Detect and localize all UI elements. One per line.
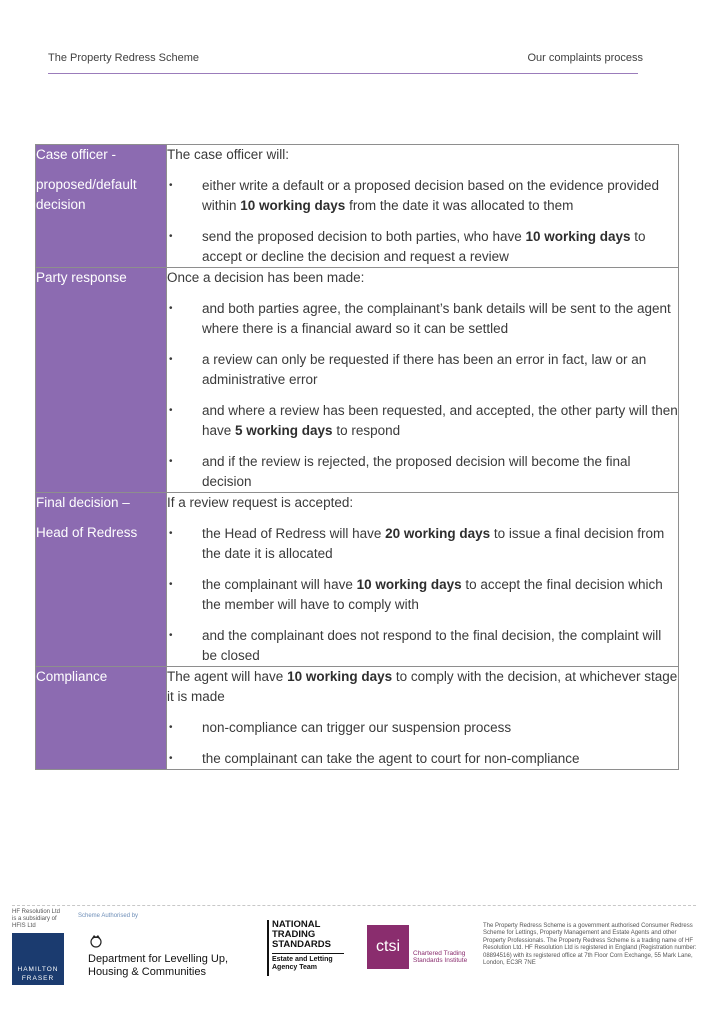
detail-bullet-list: [167, 176, 678, 267]
hf-note-line: HFIS Ltd: [12, 923, 36, 929]
bullet-icon: •: [169, 753, 173, 764]
list-item: [167, 626, 678, 666]
body-text: the Head of Redress will have: [202, 526, 386, 541]
process-row: [36, 145, 679, 268]
body-text: and both parties agree, the complainant’s bank details will be sent to the agent where there is a financial award so it can be settled: [202, 301, 671, 336]
detail-intro: Once a decision has been made:: [167, 270, 365, 285]
bullet-icon: •: [169, 456, 173, 467]
emphasis-text: 20 working days: [385, 526, 491, 541]
list-item: [167, 227, 678, 267]
footer-divider: [12, 905, 696, 906]
list-item: [167, 452, 678, 492]
bullet-icon: •: [169, 354, 173, 365]
section-title: Our complaints process: [527, 52, 643, 64]
stage-label: [36, 667, 167, 770]
complaints-process-table: [35, 144, 679, 770]
stage-label-line: proposed/default decision: [36, 177, 137, 212]
emphasis-text: 10 working days: [356, 577, 462, 592]
page-header: [48, 52, 643, 76]
bullet-icon: •: [169, 579, 173, 590]
stage-label-line: Party response: [36, 270, 127, 285]
detail-intro: The case officer will:: [167, 147, 290, 162]
list-item: [167, 749, 678, 769]
list-item: [167, 299, 678, 339]
body-text: from the date it was allocated to them: [345, 198, 574, 213]
ctsi-name-line: Standards Institute: [413, 957, 468, 964]
stage-label: [36, 145, 167, 268]
stage-label-line: Case officer -: [36, 147, 117, 162]
stage-detail: [167, 493, 679, 667]
body-text: and if the review is rejected, the proposed decision will become the final decision: [202, 454, 631, 489]
detail-intro: [167, 667, 678, 707]
dept-name-line: Housing & Communities: [88, 966, 206, 978]
body-text: to accept the final decision which the member will have to comply with: [202, 577, 663, 612]
ctsi-name: [413, 950, 467, 964]
list-item: [167, 575, 678, 615]
list-item: [167, 176, 678, 216]
stage-label-line: Final decision –: [36, 495, 130, 510]
hamilton-fraser-logo: [12, 933, 64, 985]
national-trading-standards-logo: [267, 920, 344, 976]
scheme-title: The Property Redress Scheme: [48, 52, 200, 64]
detail-bullet-list: [167, 718, 678, 769]
emphasis-text: 10 working days: [240, 198, 346, 213]
list-item: [167, 718, 678, 738]
nts-sub-line: Agency Team: [272, 964, 317, 971]
ctsi-name-line: Chartered Trading: [413, 950, 466, 957]
body-text: a review can only be requested if there has been an error in fact, law or an administrative error: [202, 352, 647, 387]
body-text: the complainant can take the agent to court for non-compliance: [202, 751, 580, 766]
body-text: send the proposed decision to both parties, who have: [202, 229, 526, 244]
list-item: [167, 524, 678, 564]
body-text: non-compliance can trigger our suspension process: [202, 720, 512, 735]
nts-line: STANDARDS: [272, 939, 331, 950]
bullet-icon: •: [169, 630, 173, 641]
body-text: to issue a final decision from the date it is allocated: [202, 526, 665, 561]
body-text: the complainant will have: [202, 577, 357, 592]
process-row: [36, 667, 679, 770]
bullet-icon: •: [169, 180, 173, 191]
stage-label: [36, 493, 167, 667]
scheme-disclaimer: The Property Redress Scheme is a government authorised Consumer Redress Scheme for Lettings, Property Management and Estate Agents and other Property Professionals. The Property Redress Scheme is a trading name of HF Resolution Ltd. HF Resolution Ltd is registered in England (Registration number: 08894516) with its registered office at 7th Floor Corn Exchange, 55 Mark Lane, London, EC3R 7NE: [483, 923, 697, 967]
stage-label: [36, 268, 167, 493]
body-text: to accept or decline the decision and request a review: [202, 229, 646, 264]
nts-line: TRADING: [272, 929, 316, 940]
detail-bullet-list: [167, 524, 678, 666]
body-text: to respond: [332, 423, 401, 438]
emphasis-text: 5 working days: [235, 423, 333, 438]
bullet-icon: •: [169, 303, 173, 314]
nts-line: NATIONAL: [272, 919, 321, 930]
bullet-icon: •: [169, 722, 173, 733]
hf-logo-line: HAMILTON: [17, 966, 59, 973]
detail-bullet-list: [167, 299, 678, 492]
body-text: The agent will have: [167, 669, 288, 684]
hf-subsidiary-note: [12, 909, 60, 930]
stage-label-line: Head of Redress: [36, 525, 138, 540]
body-text: and the complainant does not respond to the final decision, the complaint will be closed: [202, 628, 662, 663]
process-row: [36, 493, 679, 667]
nts-sub-line: Estate and Letting: [272, 956, 333, 963]
dept-name-line: Department for Levelling Up,: [88, 953, 229, 965]
stage-detail: [167, 667, 679, 770]
stage-label-line: Compliance: [36, 669, 108, 684]
body-text: and where a review has been requested, and accepted, the other party will then have: [202, 403, 678, 438]
detail-intro: If a review request is accepted:: [167, 495, 354, 510]
header-rule: [48, 73, 638, 74]
bullet-icon: •: [169, 405, 173, 416]
process-row: [36, 268, 679, 493]
ctsi-logo: ctsi: [367, 925, 409, 969]
list-item: [167, 401, 678, 441]
body-text: either write a default or a proposed decision based on the evidence provided within: [202, 178, 660, 213]
authorised-by-label: Scheme Authorised by: [78, 913, 139, 919]
hf-note-line: HF Resolution Ltd: [12, 909, 61, 915]
emphasis-text: 10 working days: [287, 669, 393, 684]
royal-crest-icon: [88, 933, 104, 949]
body-text: to comply with the decision, at whichever stage it is made: [167, 669, 678, 704]
hf-note-line: is a subsidiary of: [12, 916, 57, 922]
stage-detail: [167, 145, 679, 268]
bullet-icon: •: [169, 528, 173, 539]
list-item: [167, 350, 678, 390]
hf-logo-line: FRASER: [21, 975, 55, 982]
bullet-icon: •: [169, 231, 173, 242]
stage-detail: [167, 268, 679, 493]
emphasis-text: 10 working days: [525, 229, 631, 244]
